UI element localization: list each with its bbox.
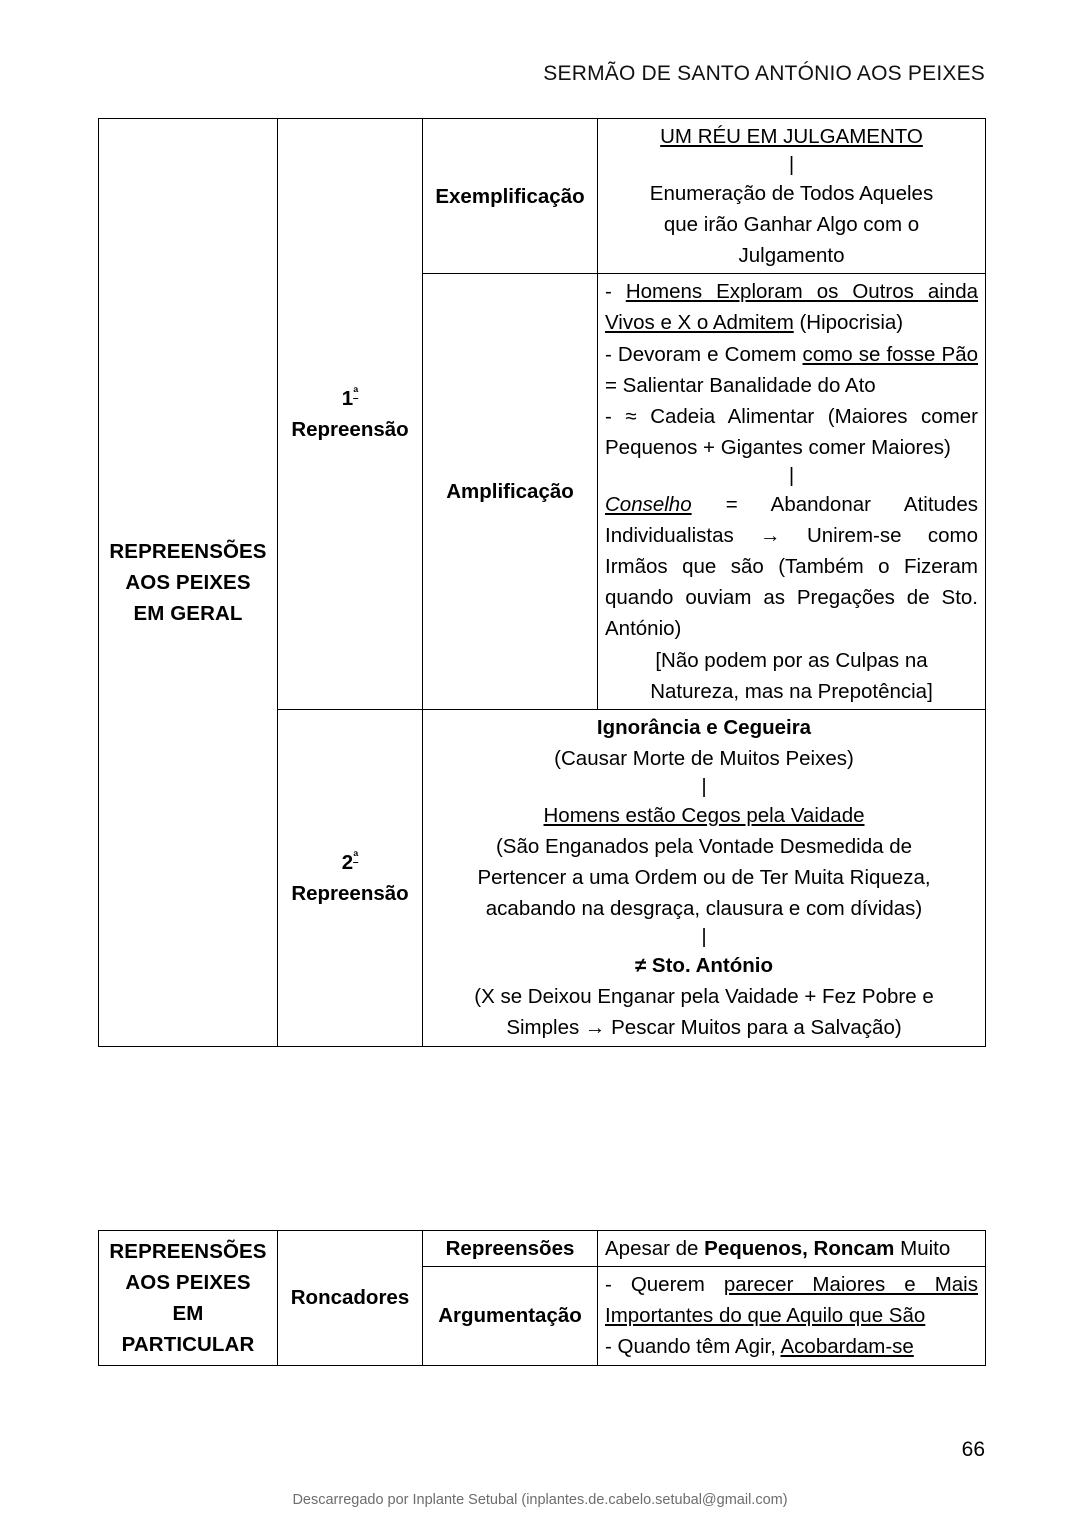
table-repreensoes-em-particular <box>98 1230 986 1366</box>
amplificacao-bullet-1: - Homens Exploram os Outros ainda Vivos e X o Admitem (Hipocrisia) <box>605 280 978 335</box>
connector-bar: | <box>701 775 707 799</box>
reprehension-1-word: Repreensão <box>291 417 409 441</box>
reprehension-2-contrast-line-2: Simples → Pescar Muitos para a Salvação) <box>506 1016 902 1040</box>
exemplificacao-heading: UM RÉU EM JULGAMENTO <box>660 125 923 148</box>
amplificacao-note-line-1: [Não podem por as Culpas na <box>655 648 928 672</box>
ordinal-suffix: ª <box>353 384 359 400</box>
reprehension-2-contrast: ≠ Sto. António <box>634 954 773 978</box>
reprehension-2-contrast-line-1: (X se Deixou Enganar pela Vaidade + Fez Pobre e <box>474 985 934 1009</box>
amplificacao-conselho: Conselho = Abandonar Atitudes Individualistas → Unirem-se como Irmãos que são (Também o Fizeram quando ouviam as Pregações de Sto. António) <box>605 492 978 641</box>
category-label-line-2: AOS PEIXES <box>125 570 251 594</box>
cell-reprehension-2-content <box>423 709 986 1046</box>
table-row <box>99 1231 986 1267</box>
repreensoes-text: Apesar de Pequenos, Roncam Muito <box>605 1237 951 1260</box>
cell-repreensoes-label: Repreensões <box>423 1231 598 1267</box>
table-row <box>99 119 986 274</box>
argumentacao-line-2: - Quando têm Agir, Acobardam-se <box>605 1335 914 1359</box>
reprehension-2-heading: Ignorância e Cegueira <box>596 715 812 739</box>
connector-bar: | <box>788 464 795 488</box>
amplificacao-note-line-2: Natureza, mas na Prepotência] <box>650 679 933 703</box>
cell-amplificacao-label: Amplificação <box>423 274 598 710</box>
exemplificacao-body-line-2: que irão Ganhar Algo com o <box>663 212 920 236</box>
cell-category-label-particular <box>99 1231 278 1366</box>
reprehension-2-ordinal: $2^ª$ <box>341 848 359 874</box>
reprehension-2-subheading: (Causar Morte de Muitos Peixes) <box>554 747 854 771</box>
cell-argumentacao-label: Argumentação <box>423 1267 598 1365</box>
footer-download-note: Descarregado por Inplante Setubal (inplantes.de.cabelo.setubal@gmail.com) <box>292 1492 788 1508</box>
reprehension-2-claim: Homens estão Cegos pela Vaidade <box>543 803 865 827</box>
cell-subject-roncadores: Roncadores <box>278 1231 423 1366</box>
running-header-title: SERMÃO DE SANTO ANTÓNIO AOS PEIXES <box>543 62 985 85</box>
connector-bar: | <box>788 153 795 177</box>
reprehension-2-word: Repreensão <box>291 881 409 905</box>
reprehension-2-detail-line-1: (São Enganados pela Vontade Desmedida de <box>495 835 912 858</box>
page-number: 66 <box>961 1438 985 1461</box>
category-label-line-2: AOS PEIXES <box>125 1270 251 1294</box>
cell-reprehension-2-label <box>278 709 423 1046</box>
exemplificacao-body-line-3: Julgamento <box>738 244 845 268</box>
category-label-line-1: REPREENSÕES <box>109 1239 267 1263</box>
category-label-line-1: REPREENSÕES <box>109 539 267 563</box>
amplificacao-bullet-2: - Devoram e Comem como se fosse Pão = Salientar Banalidade do Ato <box>605 342 979 397</box>
category-label-line-3: EM GERAL <box>133 601 243 625</box>
reprehension-2-detail-line-3: acabando na desgraça, clausura e com dívidas) <box>485 897 923 921</box>
reprehension-1-ordinal: $1^ª$ <box>341 384 359 410</box>
cell-exemplificacao-label: Exemplificação <box>423 119 598 274</box>
category-label-line-4: PARTICULAR <box>121 1332 255 1356</box>
cell-amplificacao-content <box>598 274 986 710</box>
reprehension-2-detail-line-2: Pertencer a uma Ordem ou de Ter Muita Riqueza, <box>477 866 931 890</box>
ordinal-suffix: ª <box>353 848 359 864</box>
cell-repreensoes-content <box>598 1231 986 1267</box>
argumentacao-line-1: - Querem parecer Maiores e Mais Importantes do que Aquilo que São <box>605 1273 978 1328</box>
amplificacao-bullet-3: - ≈ Cadeia Alimentar (Maiores comer Pequenos + Gigantes comer Maiores) <box>605 404 978 460</box>
connector-bar: | <box>701 925 707 949</box>
cell-reprehension-1-label <box>278 119 423 710</box>
cell-argumentacao-content <box>598 1267 986 1365</box>
cell-exemplificacao-content <box>598 119 986 274</box>
category-label-line-3: EM <box>172 1301 204 1325</box>
exemplificacao-body-line-1: Enumeração de Todos Aqueles <box>649 181 934 205</box>
table-repreensoes-em-geral <box>98 118 986 1047</box>
cell-category-label-geral <box>99 119 278 1047</box>
